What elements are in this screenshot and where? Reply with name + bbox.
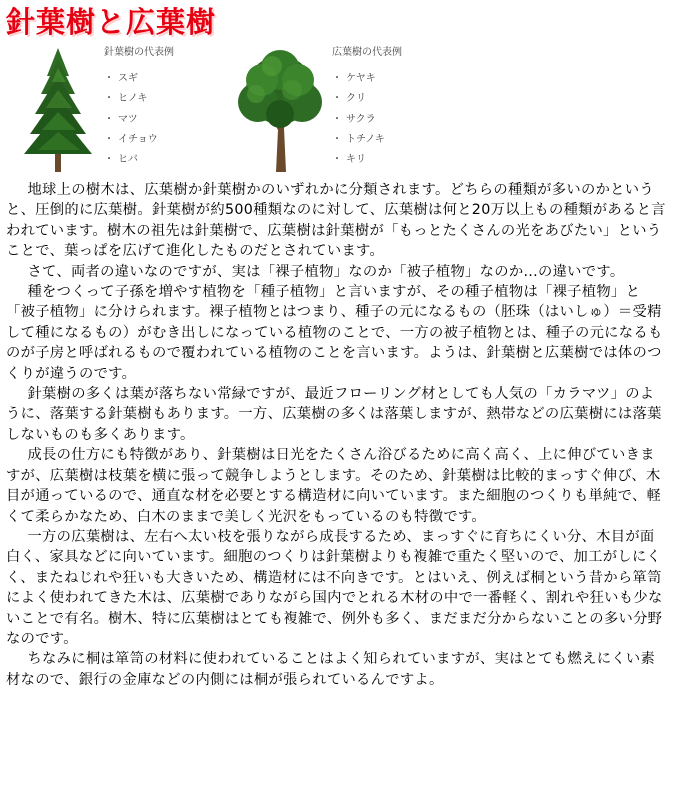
list-item: ・ イチョウ <box>104 130 174 150</box>
paragraph: さて、両者の違いなのですが、実は「裸子植物」なのか「被子植物」なのか...の違いです。 <box>27 263 625 280</box>
list-item: ・ マツ <box>104 110 174 130</box>
paragraph: 種をつくって子孫を増やす植物を「種子植物」と言いますが、その種子植物は「裸子植物」と「被子植物」に分けられます。裸子植物とはつまり、種子の元になるもの（胚珠（はいしゅ）＝受精して種になるもの）がむき出しになっている植物のことで、一方の被子植物とは、種子の元になるものが子房と呼ばれるもので覆われている植物のことを言います。ようは、針葉樹と広葉樹では体のつくりが違うのです。 <box>6 284 663 382</box>
list-item: ・ トチノキ <box>332 130 402 150</box>
paragraph: 地球上の樹木は、広葉樹か針葉樹かのいずれかに分類されます。どちらの種類が多いのかというと、圧倒的に広葉樹。針葉樹が約500種類なのに対して、広葉樹は何と20万以上もの種類があると言われています。樹木の祖先は針葉樹で、広葉樹は針葉樹が「もっとたくさんの光をあびたい」ということで、葉っぱを広げて進化したものだとされています。 <box>6 182 666 260</box>
list-item: ・ ヒバ <box>104 150 174 170</box>
list-item: ・ サクラ <box>332 110 402 130</box>
conifer-tree-illustration <box>22 46 94 174</box>
page-title: 針葉樹と広葉樹 <box>6 5 217 39</box>
list-item: ・ スギ <box>104 69 174 89</box>
list-item: ・ ケヤキ <box>332 69 402 89</box>
paragraph: ちなみに桐は箪笥の材料に使われていることはよく知られていますが、実はとても燃えにくい素材なので、銀行の金庫などの内側には桐が張られているんですよ。 <box>6 651 656 688</box>
broadleaf-caption: 広葉樹の代表例 <box>332 47 402 58</box>
broadleaf-tree-illustration <box>232 50 328 174</box>
list-item: ・ クリ <box>332 89 402 109</box>
paragraph: 一方の広葉樹は、左右へ太い枝を張りながら成長するため、まっすぐに育ちにくい分、木目が面白く、家具などに向いています。細胞のつくりは針葉樹よりも複雑で重たく堅いので、加工がしにくく、またねじれや狂いも大きいため、構造材には不向きです。とはいえ、例えば桐という昔から箪笥によく使われてきた木は、広葉樹でありながら国内でとれる木材の中で一番軽く、割れや狂いも少ないことで有名。樹木、特に広葉樹はとても複雑で、例外も多く、まだまだ分からないことの多い分野なのです。 <box>6 528 663 647</box>
conifer-caption: 針葉樹の代表例 <box>104 47 174 58</box>
paragraph: 針葉樹の多くは葉が落ちない常緑ですが、最近フローリング材としても人気の「カラマツ」のように、落葉する針葉樹もあります。一方、広葉樹の多くは落葉しますが、熱帯などの広葉樹には落葉しないものも多くあります。 <box>6 386 662 443</box>
list-item: ・ キリ <box>332 150 402 170</box>
article-body <box>6 180 668 690</box>
list-item: ・ ヒノキ <box>104 89 174 109</box>
conifer-examples-list <box>104 47 174 170</box>
paragraph: 成長の仕方にも特徴があり、針葉樹は日光をたくさん浴びるために高く高く、上に伸びていきますが、広葉樹は枝葉を横に張って競争しようとします。そのため、針葉樹は比較的まっすぐ伸び、木目が通っているので、通直な材を必要とする構造材に向いています。また細胞のつくりも単純で、軽くて柔らかなため、白木のままで美しく光沢をもっているのも特徴です。 <box>6 447 662 525</box>
broadleaf-examples-list <box>332 47 402 170</box>
